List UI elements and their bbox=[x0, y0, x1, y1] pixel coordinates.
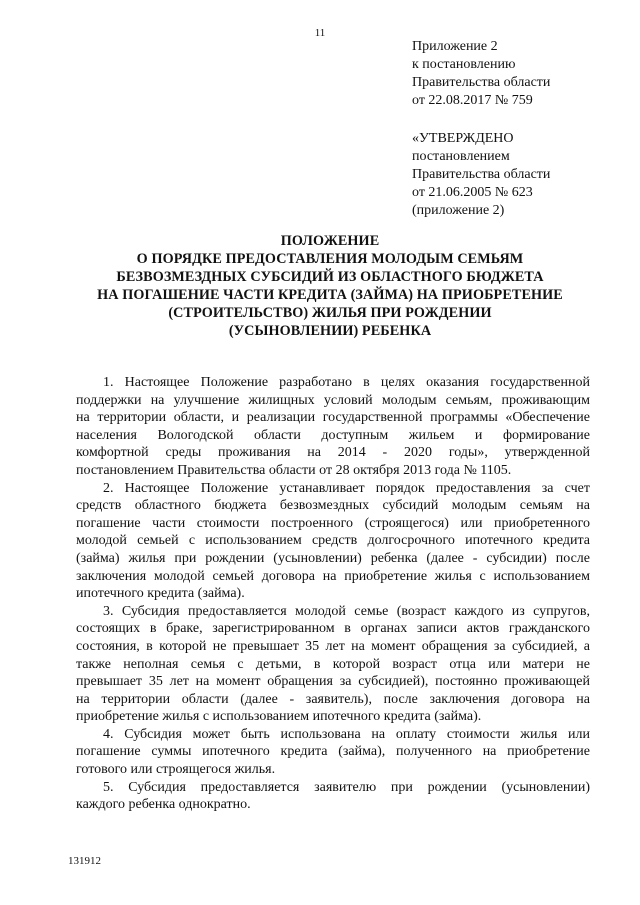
appendix-block bbox=[412, 38, 632, 110]
paragraph-4 bbox=[76, 726, 590, 779]
appendix-line: Правительства области bbox=[412, 75, 551, 90]
text-line: превышает 35 лет на момент обращения за субсидией), постоянно проживающей bbox=[76, 674, 590, 690]
text-line: заключения молодой семьей договора на приобретение жилья с использованием bbox=[76, 568, 590, 584]
text-line: населения Вологодской области доступным жильем и формирование bbox=[76, 427, 590, 443]
approval-line: Правительства области bbox=[412, 167, 551, 182]
title-line: (УСЫНОВЛЕНИИ) РЕБЕНКА bbox=[228, 323, 432, 339]
text-line: погашение части стоимости построенного (строящегося) или приобретенного bbox=[76, 515, 590, 531]
page-number: 11 bbox=[314, 27, 326, 39]
text-line: также неполная семья с детьми, в которой возраст отца или матери не bbox=[76, 656, 590, 672]
title-line: ПОЛОЖЕНИЕ bbox=[280, 233, 380, 249]
text-line: готового или строящегося жилья. bbox=[76, 762, 276, 778]
text-line: поддержки на улучшение жилищных условий молодым семьям, проживающим bbox=[76, 392, 590, 408]
approval-line: (приложение 2) bbox=[412, 203, 505, 218]
text-line: комфортной среды проживания на 2014 - 2020 годы», утвержденной bbox=[76, 445, 590, 461]
text-line: молодой семьей с использованием средств долгосрочного ипотечного кредита bbox=[76, 533, 590, 549]
text-line: 2. Настоящее Положение устанавливает порядок предоставления за счет bbox=[103, 480, 590, 496]
text-line: (займа) жилья при рождении (усыновлении) ребенка (далее - субсидии) после bbox=[76, 550, 590, 566]
text-line: постановлением Правительства области от 28 октября 2013 года № 1105. bbox=[76, 462, 512, 478]
text-line: 3. Субсидия предоставляется молодой семье (возраст каждого из супругов, bbox=[103, 603, 590, 619]
paragraph-1 bbox=[76, 374, 590, 480]
title-line: (СТРОИТЕЛЬСТВО) ЖИЛЬЯ ПРИ РОЖДЕНИИ bbox=[168, 305, 492, 321]
title-line: О ПОРЯДКЕ ПРЕДОСТАВЛЕНИЯ МОЛОДЫМ СЕМЬЯМ bbox=[136, 251, 524, 267]
text-line: каждого ребенка однократно. bbox=[76, 797, 251, 813]
appendix-line: Приложение 2 bbox=[412, 39, 498, 54]
text-line: 1. Настоящее Положение разработано в целях оказания государственной bbox=[103, 375, 590, 390]
text-line: на территории области (далее - заявитель), после заключения договора на bbox=[76, 691, 590, 707]
text-line: приобретение жилья с использованием ипотечного кредита (займа). bbox=[76, 709, 482, 725]
appendix-line: от 22.08.2017 № 759 bbox=[412, 93, 533, 108]
text-line: состояния, в которой не превышает 35 лет на момент обращения за субсидией, а bbox=[76, 638, 590, 654]
text-line: ипотечного кредита (займа). bbox=[76, 586, 245, 602]
paragraph-3 bbox=[76, 603, 590, 726]
paragraph-2 bbox=[76, 480, 590, 603]
document-code: 131912 bbox=[68, 855, 101, 867]
paragraph-5 bbox=[76, 779, 590, 814]
document-body bbox=[76, 374, 590, 814]
approval-line: от 21.06.2005 № 623 bbox=[412, 185, 533, 200]
text-line: состоящих в браке, зарегистрированном в органах записи актов гражданского bbox=[76, 621, 590, 637]
text-line: 4. Субсидия может быть использована на оплату стоимости жилья или bbox=[103, 726, 590, 742]
text-line: на территории области, и реализации государственной программы «Обеспечение bbox=[76, 410, 590, 426]
title-line: НА ПОГАШЕНИЕ ЧАСТИ КРЕДИТА (ЗАЙМА) НА ПРИОБРЕТЕНИЕ bbox=[97, 287, 563, 303]
document-title bbox=[60, 232, 600, 340]
title-line: БЕЗВОЗМЕЗДНЫХ СУБСИДИЙ ИЗ ОБЛАСТНОГО БЮДЖЕТА bbox=[116, 269, 544, 285]
approval-block bbox=[412, 130, 632, 220]
text-line: средств областного бюджета безвозмездных субсидий молодым семьям на bbox=[76, 498, 590, 514]
text-line: 5. Субсидия предоставляется заявителю при рождении (усыновлении) bbox=[103, 779, 590, 795]
approval-line: постановлением bbox=[412, 149, 510, 164]
text-line: погашение суммы ипотечного кредита (займа), полученного на приобретение bbox=[76, 744, 590, 760]
appendix-line: к постановлению bbox=[412, 57, 516, 72]
approval-line: «УТВЕРЖДЕНО bbox=[412, 131, 514, 146]
